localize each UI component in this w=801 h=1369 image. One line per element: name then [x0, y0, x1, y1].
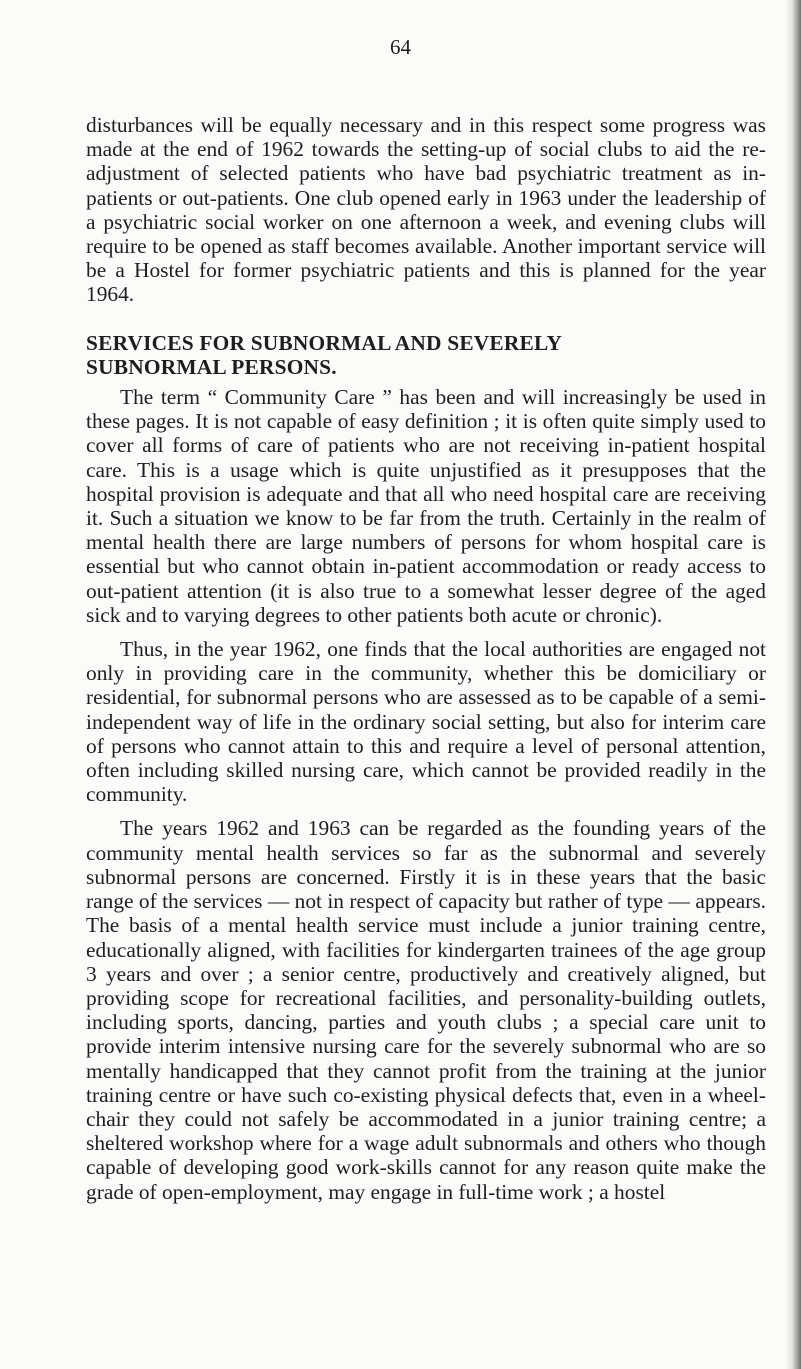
paragraph-3: Thus, in the year 1962, one finds that the local authorities are engaged not only in providing care in the community, whether this be domiciliary or residential, for subnormal persons who are assessed as to be capable of a semi-independent way of life in the ordinary social setting, but also for interim care of persons who cannot attain to this and require a level of personal attention, often including skilled nursing care, which cannot be provided readily in the community. [86, 637, 766, 807]
paragraph-2: The term “ Community Care ” has been and will increasingly be used in these pages. It is not capable of easy definition ; it is often quite simply used to cover all forms of care of patients who are not receiving in-patient hospital care. This is a usage which is quite unjustified as it presupposes that the hospital provision is adequate and that all who need hospital care are receiving it. Such a situation we know to be far from the truth. Certainly in the realm of mental health there are large numbers of persons for whom hospital care is essential but who cannot obtain in-patient accommodation or ready access to out-patient attention (it is also true to a somewhat lesser degree of the aged sick and to varying degrees to other patients both acute or chronic). [86, 385, 766, 627]
section-heading-line-1: SERVICES FOR SUBNORMAL AND SEVERELY [86, 330, 563, 355]
section-heading [86, 331, 766, 379]
paragraph-1: disturbances will be equally necessary and in this respect some progress was made at the end of 1962 towards the setting-up of social clubs to aid the re-adjustment of selected patients who have bad psychiatric treatment as in-patients or out-patients. One club opened early in 1963 under the leadership of a psychiatric social worker on one afternoon a week, and evening clubs will require to be opened as staff becomes available. Another important service will be a Hostel for former psychiatric patients and this is planned for the year 1964. [86, 113, 766, 307]
page-edge-shadow [785, 0, 801, 1369]
body-text [86, 113, 766, 1204]
section-heading-line-2: SUBNORMAL PERSONS. [86, 354, 337, 379]
page-number: 64 [390, 35, 411, 59]
paragraph-4: The years 1962 and 1963 can be regarded as the founding years of the community mental health services so far as the subnormal and severely subnormal persons are concerned. Firstly it is in these years that the basic range of the services — not in respect of capacity but rather of type — appears. The basis of a mental health service must include a junior training centre, educationally aligned, with facilities for kindergarten trainees of the age group 3 years and over ; a senior centre, productively and creatively aligned, but providing scope for recreational facilities, and personality-building outlets, including sports, dancing, parties and youth clubs ; a special care unit to provide interim intensive nursing care for the severely subnormal who are so mentally handicapped that they cannot profit from the training at the junior training centre or have such co-existing physical defects that, even in a wheel-chair they could not safely be accommodated in a junior training centre; a sheltered workshop where for a wage adult subnormals and others who though capable of developing good work-skills cannot for any reason quite make the grade of open-employment, may engage in full-time work ; a hostel [86, 816, 766, 1204]
